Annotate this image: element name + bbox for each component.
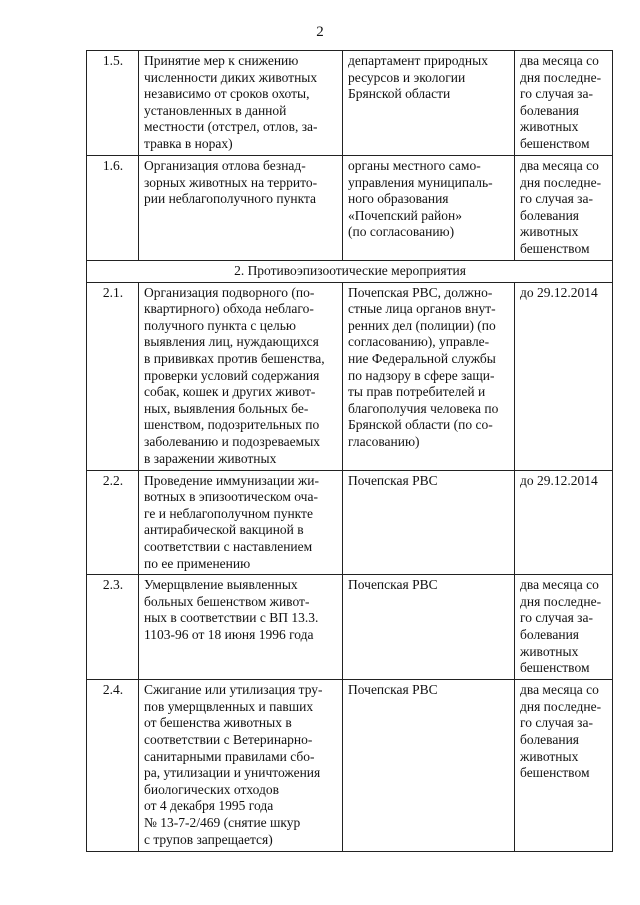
responsible-cell <box>343 575 515 680</box>
table-row <box>87 575 613 680</box>
action-text: Организация отлова безнад- зорных животных на террито- рии неблагополучного пункта <box>144 158 318 207</box>
action-cell <box>139 282 343 470</box>
responsible-cell <box>343 680 515 852</box>
row-number: 2.1. <box>102 284 124 300</box>
row-number-cell <box>87 282 139 470</box>
row-number-cell <box>87 470 139 575</box>
action-cell <box>139 575 343 680</box>
page-number: 2 <box>316 24 324 40</box>
deadline-text: два месяца со дня последне- го случая за- болевания животных бешенством <box>520 682 602 781</box>
deadline-cell <box>515 575 613 680</box>
responsible-text: Почепская РВС <box>348 577 438 593</box>
deadline-text: до 29.12.2014 <box>520 472 598 488</box>
deadline-cell <box>515 470 613 575</box>
measures-table <box>86 50 613 852</box>
responsible-text: Почепская РВС <box>348 472 438 488</box>
responsible-text: департамент природных ресурсов и экологии Брянской области <box>348 53 488 102</box>
row-number-cell <box>87 156 139 261</box>
action-text: Умерщвление выявленных больных бешенством живот- ных в соответствии с ВП 13.3. 1103-96 от 18 июня 1996 года <box>144 577 319 642</box>
responsible-cell <box>343 156 515 261</box>
row-number-cell <box>87 51 139 156</box>
deadline-text: два месяца со дня последне- го случая за- болевания животных бешенством <box>520 577 602 676</box>
table-row <box>87 470 613 575</box>
section-title: 2. Противоэпизоотические мероприятия <box>87 261 613 283</box>
deadline-text: два месяца со дня последне- го случая за- болевания животных бешенством <box>520 53 602 151</box>
action-text: Проведение иммунизации жи- вотных в эпизоотическом оча- ге и неблагополучном пункте антирабической вакциной в соответствии с наставлением по ее применению <box>144 472 319 571</box>
deadline-text: два месяца со дня последне- го случая за- болевания животных бешенством <box>520 158 602 256</box>
responsible-cell <box>343 470 515 575</box>
action-cell <box>139 156 343 261</box>
responsible-cell <box>343 282 515 470</box>
action-cell <box>139 470 343 575</box>
row-number: 2.2. <box>102 472 124 488</box>
table-row <box>87 156 613 261</box>
action-cell <box>139 51 343 156</box>
table-row <box>87 680 613 852</box>
row-number: 1.5. <box>102 53 124 68</box>
table-row <box>87 51 613 156</box>
action-cell <box>139 680 343 852</box>
action-text: Сжигание или утилизация тру- пов умерщвленных и павших от бешенства животных в соответствии с Ветеринарно- санитарными правилами сбо- ра, утилизации и уничтожения биологических отходов от 4 декабря 1995 года № 13-7-2/469 (снятие шкур с трупов запрещается) <box>144 682 323 847</box>
row-number: 2.3. <box>102 577 124 593</box>
row-number: 1.6. <box>102 158 124 173</box>
responsible-text: Почепская РВС <box>348 682 438 698</box>
deadline-cell <box>515 51 613 156</box>
action-text: Принятие мер к снижению численности диких животных независимо от сроков охоты, установленных в данной местности (отстрел, отлов, за- травка в норах) <box>144 53 318 151</box>
deadline-cell <box>515 156 613 261</box>
deadline-text: до 29.12.2014 <box>520 284 598 300</box>
responsible-text: Почепская РВС, должно- стные лица органов внут- ренних дел (полиции) (по согласованию), управле- ние Федеральной службы по надзору в сфере защи- ты прав потребителей и благополучия человека по Брянской области (по со- гласованию) <box>348 284 499 449</box>
responsible-cell <box>343 51 515 156</box>
section-header-row <box>87 261 613 283</box>
responsible-text: органы местного само- управления муниципаль- ного образования «Почепский район» (по согласованию) <box>348 158 493 240</box>
action-text: Организация подворного (по- квартирного) обхода неблаго- получного пункта с целью выявления лиц, нуждающихся в прививках против бешенства, проверки условий содержания собак, кошек и других живот- ных, выявления больных бе- шенством, подозрительных по заболеванию и подозреваемых в заражении животных <box>144 284 325 466</box>
row-number-cell <box>87 680 139 852</box>
deadline-cell <box>515 282 613 470</box>
deadline-cell <box>515 680 613 852</box>
row-number-cell <box>87 575 139 680</box>
table-row <box>87 282 613 470</box>
row-number: 2.4. <box>102 682 124 698</box>
